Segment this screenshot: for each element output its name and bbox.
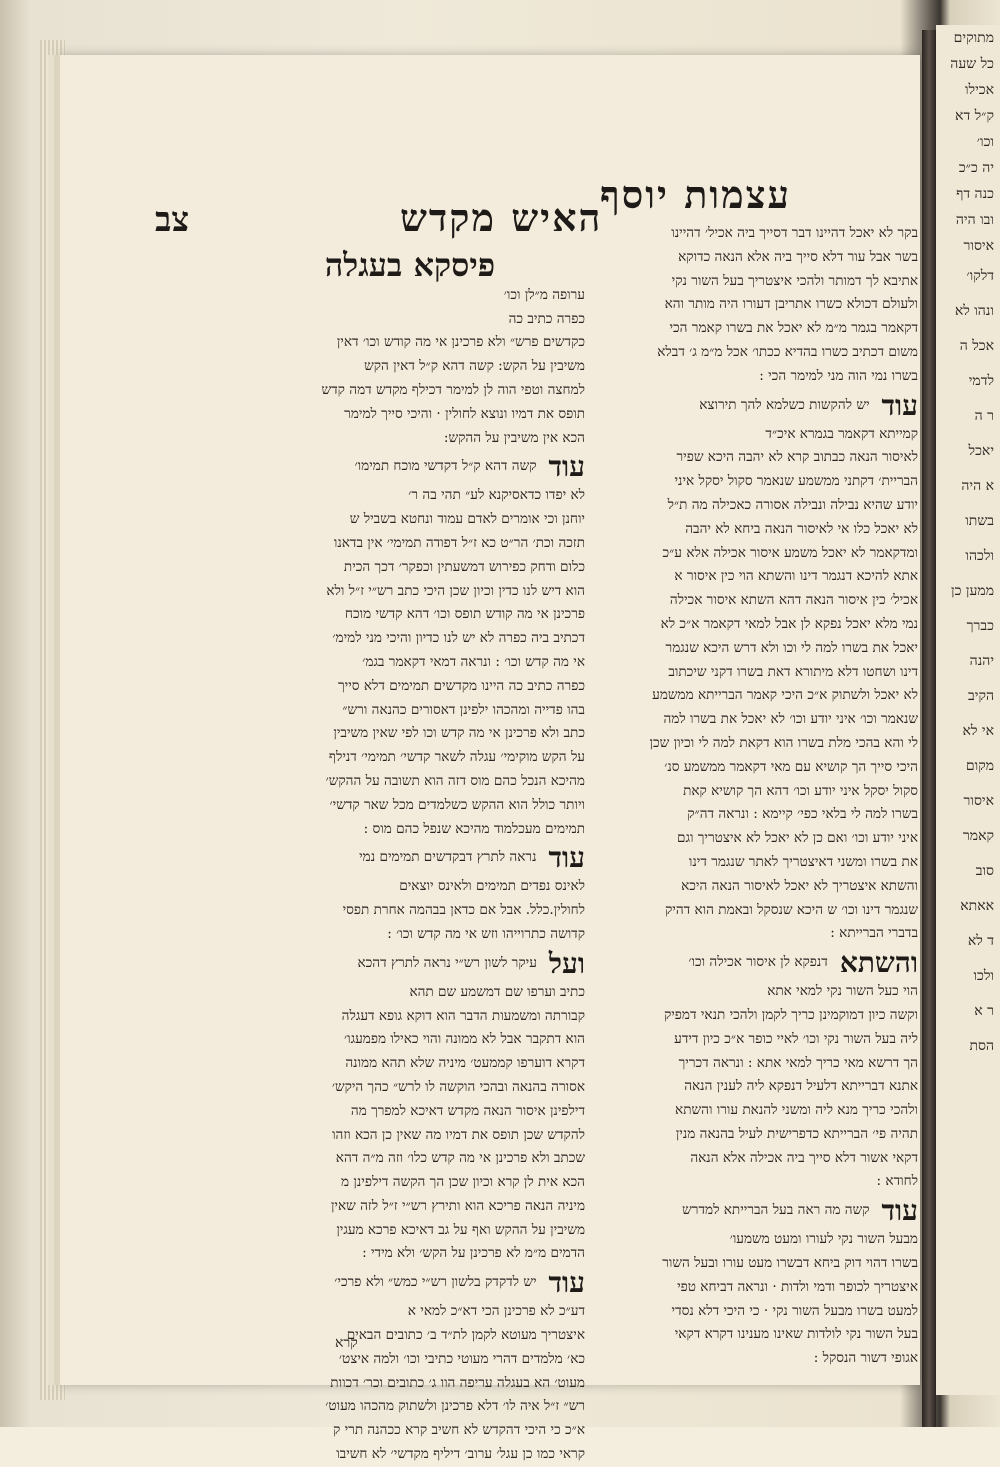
text-line: למעט בשרו מבעל השור נקי · כי היכי דלא נסדי	[671, 1302, 918, 1319]
text-line: מעוט׳ הא בעגלה עריפה הוו ג׳ כתובים וכר׳ דכוות	[330, 1374, 585, 1391]
text-line: כקדשים פרש״ ולא פרכינן אי מה קודש וכו׳ דאין	[336, 334, 585, 351]
lemma-text: דנפקא לן איסור אכילה וכו׳	[688, 954, 828, 971]
lemma-keyword: והשתא	[839, 946, 918, 980]
text-line: את בשרו ומשני דאיצטריך לאתר שנגמר דינו	[688, 853, 918, 870]
facing-text-line: יהנה	[969, 653, 994, 669]
text-line: לחודא :	[876, 1173, 918, 1190]
text-line: ומדקאמר לא יאכל משמע איסור אכילה אלא ע״כ	[662, 544, 918, 561]
facing-text-line: קאמר	[962, 828, 994, 844]
text-line: בקר לא יאכל דהיינו דבר דסייך ביה אכיל׳ דהיינו	[671, 225, 918, 241]
text-line: מהיכא הנכל כהם מוס דזה הוא תשובה על ההקש׳	[325, 772, 585, 789]
text-line: בעל השור נקי לולדות שאינו מענינו דקרא דקאי	[674, 1326, 918, 1343]
text-line: אתנא דברייתא דלעיל דנפקא ליה לענין הנאה	[684, 1078, 918, 1095]
text-line: יאכל את בשרו למה לי וכו ולא דרש היכא שנגמר	[665, 639, 918, 656]
text-line: והשתא איצטריך לא יאכל לאיסור הנאה היכא	[681, 877, 918, 894]
running-title-left: האיש מקדש	[400, 195, 603, 240]
text-line: בשרו למה לי בלאי כפי׳ קיימא : ונראה דה״ק	[687, 806, 918, 823]
text-line: הך דרשא מאי כריך למאי אתא : ונראה דכריך	[678, 1054, 918, 1071]
lemma-text: קשה מה ראה בעל הברייתא למדרש	[682, 1202, 870, 1219]
text-line: על הקש מוקימי׳ עגלה לשאר קדשי׳ תמימי׳ דנילף	[328, 749, 585, 766]
facing-text-line: אכילו	[964, 82, 994, 98]
text-line: דקרא דוערפו קממעט׳ מיניה שלא תהא ממונה	[345, 1055, 585, 1072]
text-line: ולעולם דכולא כשרו אתריבן דעורו היה מותר והא	[664, 296, 918, 313]
text-line: כלום ודחק כפירוש דמשעתין וכפקר׳ דכך הכית	[343, 558, 585, 575]
lemma-text: נראה לתרץ דבקדשים תמימים נמי	[359, 849, 537, 866]
text-line: סקול יסקל איני יודע וכו׳ דהא הך קושיא קאת	[683, 782, 918, 799]
text-line	[596, 389, 918, 423]
text-line: תזכה וכת׳ הר״ט כא ז״ל דפודה תמימי׳ אין בדאנו	[333, 534, 585, 551]
text-line: א״כ כי היכי דהקדש לא חשיב קרא ככהנה תרי ק	[332, 1422, 585, 1439]
text-line: בדברי הברייתא :	[830, 925, 918, 942]
text-line: להקדש שכן תופס את דמיו מה שאין כן הכא וזהו	[332, 1126, 585, 1143]
text-line: בשרו דהוי דוק ביחא דבשרו מעט עורו ובעל השור	[662, 1255, 918, 1272]
text-line: הוי כעל השור נקי למאי אתא	[767, 983, 918, 1000]
facing-text-line: אאתא	[960, 898, 994, 914]
text-line: רש״ ז״ל איה לו׳ דלא פרכינן ולשתוק מהכהו מעוט׳	[325, 1398, 585, 1415]
text-line	[235, 947, 585, 981]
text-line: משיבין על ההקש ואף על גב דאיכא פרכא מעגין	[336, 1221, 585, 1238]
facing-text-line: בשתו	[965, 513, 994, 529]
facing-text-line: מתוקים	[953, 30, 994, 46]
text-line: כתב ולא פרכינן אי מה קדש וכו לפי שאין משיבין	[333, 725, 585, 742]
text-line: מיניה הנאה פריכא הוא ותירץ רש״י ז״ל לזה שאין	[330, 1197, 585, 1214]
text-line: דקאי אשור דלא סייך ביה אכילה אלא הנאה	[690, 1149, 918, 1166]
text-line: שכתב ולא פרכינן אי מה קדש כלו׳ וזה מ״ה דהא	[335, 1150, 585, 1167]
facing-text-line: הסת	[969, 1038, 994, 1054]
text-line: הוא דתקבר אבל לא ממונה והוי כאילו מפמעגו׳	[343, 1031, 585, 1048]
facing-text-line: כל שעה	[950, 56, 994, 72]
text-line: משום דכתיב כשרו בהדיא ככתו׳ אכל מ״מ ג׳ דבלא	[657, 343, 918, 360]
lemma-text: עיקר לשון רש״י נראה לתרץ דהכא	[357, 954, 537, 971]
text-line: שנגמר דינו וכו׳ ש היכא שנסקל ובאמת הוא דהיק	[665, 901, 918, 918]
text-line: הבריית׳ דקתני ממשמע שנאמר סקול יסקל איני	[674, 473, 918, 490]
text-line: כא׳ מלמדים דהרי מעוטי כתיבי וכו׳ ולמה איצט׳	[338, 1350, 585, 1367]
text-line: דינו ושחטו דלא מיתורא דאת בשרו דקני שיכתוב	[668, 663, 918, 680]
facing-text-line: ר ה	[974, 408, 994, 424]
text-line: ערופה מ״לן וכו׳	[503, 286, 585, 303]
lemma-keyword: עוד	[548, 1266, 585, 1300]
text-line: כפרה כתיב כה	[508, 310, 585, 327]
section-heading: פיסקא בעגלה	[324, 246, 496, 284]
facing-text-line: ממען כן	[951, 583, 994, 599]
text-line: הכא אין משיבין על ההקש:	[443, 429, 585, 446]
lemma-keyword: עוד	[881, 388, 918, 422]
lemma-text: קשה דהא ק״ל דקדשי מוכח תמימו׳	[354, 458, 537, 475]
facing-text-line: הקיב	[968, 688, 994, 704]
facing-text-line: ד לא	[967, 933, 994, 949]
text-line: דילפינן איסור הנאה מקדש דאיכא למפרך מה	[350, 1102, 585, 1119]
text-line: דקאמר בגמר מ״מ לא יאכל את בשרו קאמר הכי	[669, 320, 918, 337]
text-line: הוא דיש לנו כדין וכיון שכן היכי כתב רש״י ז״ל ולא	[326, 582, 585, 599]
facing-text-line: יה כ״כ	[958, 160, 994, 176]
facing-text-line: ולכהו	[965, 548, 994, 564]
book-binding	[922, 30, 936, 1427]
lemma-text: יש לדקדק בלשון רש״י כמש״ ולא פרכי׳	[334, 1274, 537, 1291]
text-line: לאינס נפדים תמימים ולאינס יוצאים	[399, 878, 585, 895]
text-line: בשר אבל עור דלא סייך ביה אלא הנאה כדוקא	[678, 248, 918, 265]
facing-text-line: כנה דף	[956, 186, 994, 202]
facing-text-line: אכל ה	[959, 338, 994, 354]
text-line: משיבין על הקש: קשה דהא ק״ל דאין הקש	[364, 358, 585, 375]
text-line: כתיב וערפו שם דמשמע שם תהא	[409, 983, 585, 1000]
text-line	[596, 946, 918, 980]
text-line: שנאמר וכו׳ איני יודע וכו׳ לא יאכל את בשרו למה	[663, 711, 918, 728]
text-line: מבעל השור נקי לעורו ומעט משמעו׳	[729, 1231, 918, 1248]
text-line: הדמים מ״מ לא פרכינן על הקש׳ ולא מידי :	[362, 1245, 585, 1262]
text-line	[235, 841, 585, 875]
text-line: ויותר כולל הוא ההקש כשלמדים מכל שאר קדשי׳	[329, 796, 585, 813]
text-line: ליה בעל השור נקי וכו׳ לאיי כופר א״כ כיון דידע	[674, 1030, 918, 1047]
lemma-keyword: עוד	[881, 1194, 918, 1228]
facing-text-line: ונהו לא	[954, 303, 994, 319]
facing-text-line: אי לא	[962, 723, 994, 739]
text-line: דע״כ לא פרכינן הכי דא״כ למאי א	[407, 1303, 585, 1320]
text-line: לא יאכל ולשתוק א״כ היכי קאמר הברייתא ממשמע	[652, 687, 918, 704]
text-line: לי והא בהכי מלת בשרו הוא דקאת למה לי וכיון שכן	[649, 734, 918, 751]
text-line: וקשה כיון דמוקמינן כריך לקמן ולהכי תנאי דמפיק	[663, 1006, 918, 1023]
facing-text-line: וכו׳	[976, 134, 994, 150]
facing-text-line: ובו היה	[955, 212, 994, 228]
facing-text-line: יאכל	[968, 443, 994, 459]
facing-text-line: ולכו	[973, 968, 994, 984]
facing-text-line: ר א	[974, 1003, 994, 1019]
text-line: לאיסור הנאה כבתוב קרא לא יהבה היכא שפיר	[676, 449, 918, 466]
text-line: אגופי דשור הנסקל :	[813, 1350, 918, 1367]
text-line: אסורה בהנאה ובהכי הוקשה לו לרש״ כהך היקש׳	[331, 1078, 585, 1095]
facing-text-line: מקום	[965, 758, 994, 774]
text-line: איצטריך לכופר ודמי ולדות · ונראה דביחא טפי	[677, 1278, 918, 1295]
text-line: איני יודע וכו׳ ואם כן לא יאכל לא איצטריך וגם	[676, 830, 918, 847]
text-line: אתא להיכא דנגמר דינו והשתא הוי כין איסור א	[674, 568, 918, 585]
running-title-right: עצמות יוסף	[600, 172, 792, 217]
text-line: בהו פדייה ומהכהו ילפינן דאסורים כהנאה ורש״	[342, 701, 585, 718]
text-line: תמימים מעכלמוד מהיכא שנפל כהם מוס :	[363, 820, 585, 837]
text-line: נמי מלא יאכל נפקא לן אבל למאי דקאמר א״כ לא	[660, 615, 918, 632]
lemma-keyword: ועל	[548, 946, 585, 980]
text-line: הכא אית לן קרא וכיון שכן הך הקשה דילפינן מ	[341, 1174, 585, 1191]
left-text-column	[235, 246, 585, 1467]
text-line: יודע שהיא נבילה ונבילה אסורה כאכילה מה ת״ל	[667, 496, 918, 513]
page-number: צב	[155, 200, 190, 240]
text-line	[235, 450, 585, 484]
lemma-keyword: עוד	[548, 450, 585, 484]
text-line: קמייתא דקאמר בגמרא איכ״ד	[765, 425, 918, 442]
text-line: לחולין.כלל. אבל אם כדאן בבהמה אחרת תפסי	[342, 902, 585, 919]
text-line: ולהכי כריך מנא ליה ומשני להנאת עורו והשתא	[675, 1102, 918, 1119]
facing-text-line: איסור	[963, 793, 994, 809]
text-line: אתיבא לך דמותר ולהכי איצטריך בעל השור נקי	[671, 272, 918, 289]
text-line: למחצה וטפי הוה לן למימר דכילף מקדש דמה קדש	[321, 381, 585, 398]
text-line: תופס את דמיו ונוצא לחולין · והיכי סייך למימר	[344, 405, 585, 422]
text-line	[235, 1266, 585, 1300]
text-line: כפרה כתיב כה היינו מקדשים תמימים דלא סייך	[337, 677, 585, 694]
text-line	[596, 1194, 918, 1228]
text-line: תהיה פי׳ הברייתא כדפרישית לעיל בהנאה מנין	[675, 1125, 918, 1142]
text-line: דכתיב ביה כפרה לא יש לנו כדיון והיכי מני למימ׳	[332, 630, 585, 647]
text-line: היכי סייך הך קושיא עם מאי דקאמר ממשמע סנ׳	[664, 758, 918, 775]
text-line: בשרו נמי הוה מני למימר הכי :	[759, 367, 918, 384]
facing-text-line: כברך	[966, 618, 994, 634]
text-line: אכיל׳ כין איסור הנאה דהא השתא איסור אכילה	[669, 592, 918, 609]
text-line: לא יאכל כלו אי לאיסור הנאה ביחא לא יהבה	[685, 520, 918, 537]
facing-text-line: ק״ל דא	[955, 108, 994, 124]
right-text-column	[596, 222, 918, 1371]
facing-text-line: סוב	[975, 863, 994, 879]
facing-page-fragment	[936, 25, 1000, 1395]
text-line: קדושה כתרוייהו וזש אי מה קדש וכו׳ :	[387, 925, 585, 942]
facing-text-line: א היה	[961, 478, 994, 494]
facing-text-line: דלקו׳	[966, 268, 994, 284]
text-line: קבורתה ומשמעות הדבר הוא דוקא גופא דעגלה	[341, 1007, 585, 1024]
text-line: יוחנן וכי אומרים לאדם עמוד ונחטא בשביל ש	[349, 511, 585, 528]
text-line: קראי כמו כן עגל׳ ערוב׳ דיליף מקדשי׳ לא חשיבו	[336, 1446, 585, 1463]
facing-text-line: איסור	[963, 238, 994, 254]
text-line: אי מה קדש וכו׳ : ונראה דמאי דקאמר בגמ׳	[362, 653, 585, 670]
lemma-text: יש להקשות כשלמא להך תירוצא	[699, 396, 870, 413]
text-line: פרכינן אי מה קודש תופס וכו׳ דהא קדשי מוכח	[344, 606, 585, 623]
facing-text-line: לדמי	[968, 373, 994, 389]
text-line: איצטריך מעוטא לקמן לת״ד ב׳ כתובים הבאים	[346, 1327, 585, 1344]
lemma-keyword: עוד	[548, 841, 585, 875]
text-line: לא יפדו כדאסיקנא לע״ תהי בה ר׳	[408, 487, 585, 504]
catchword: קרא	[335, 1335, 358, 1351]
